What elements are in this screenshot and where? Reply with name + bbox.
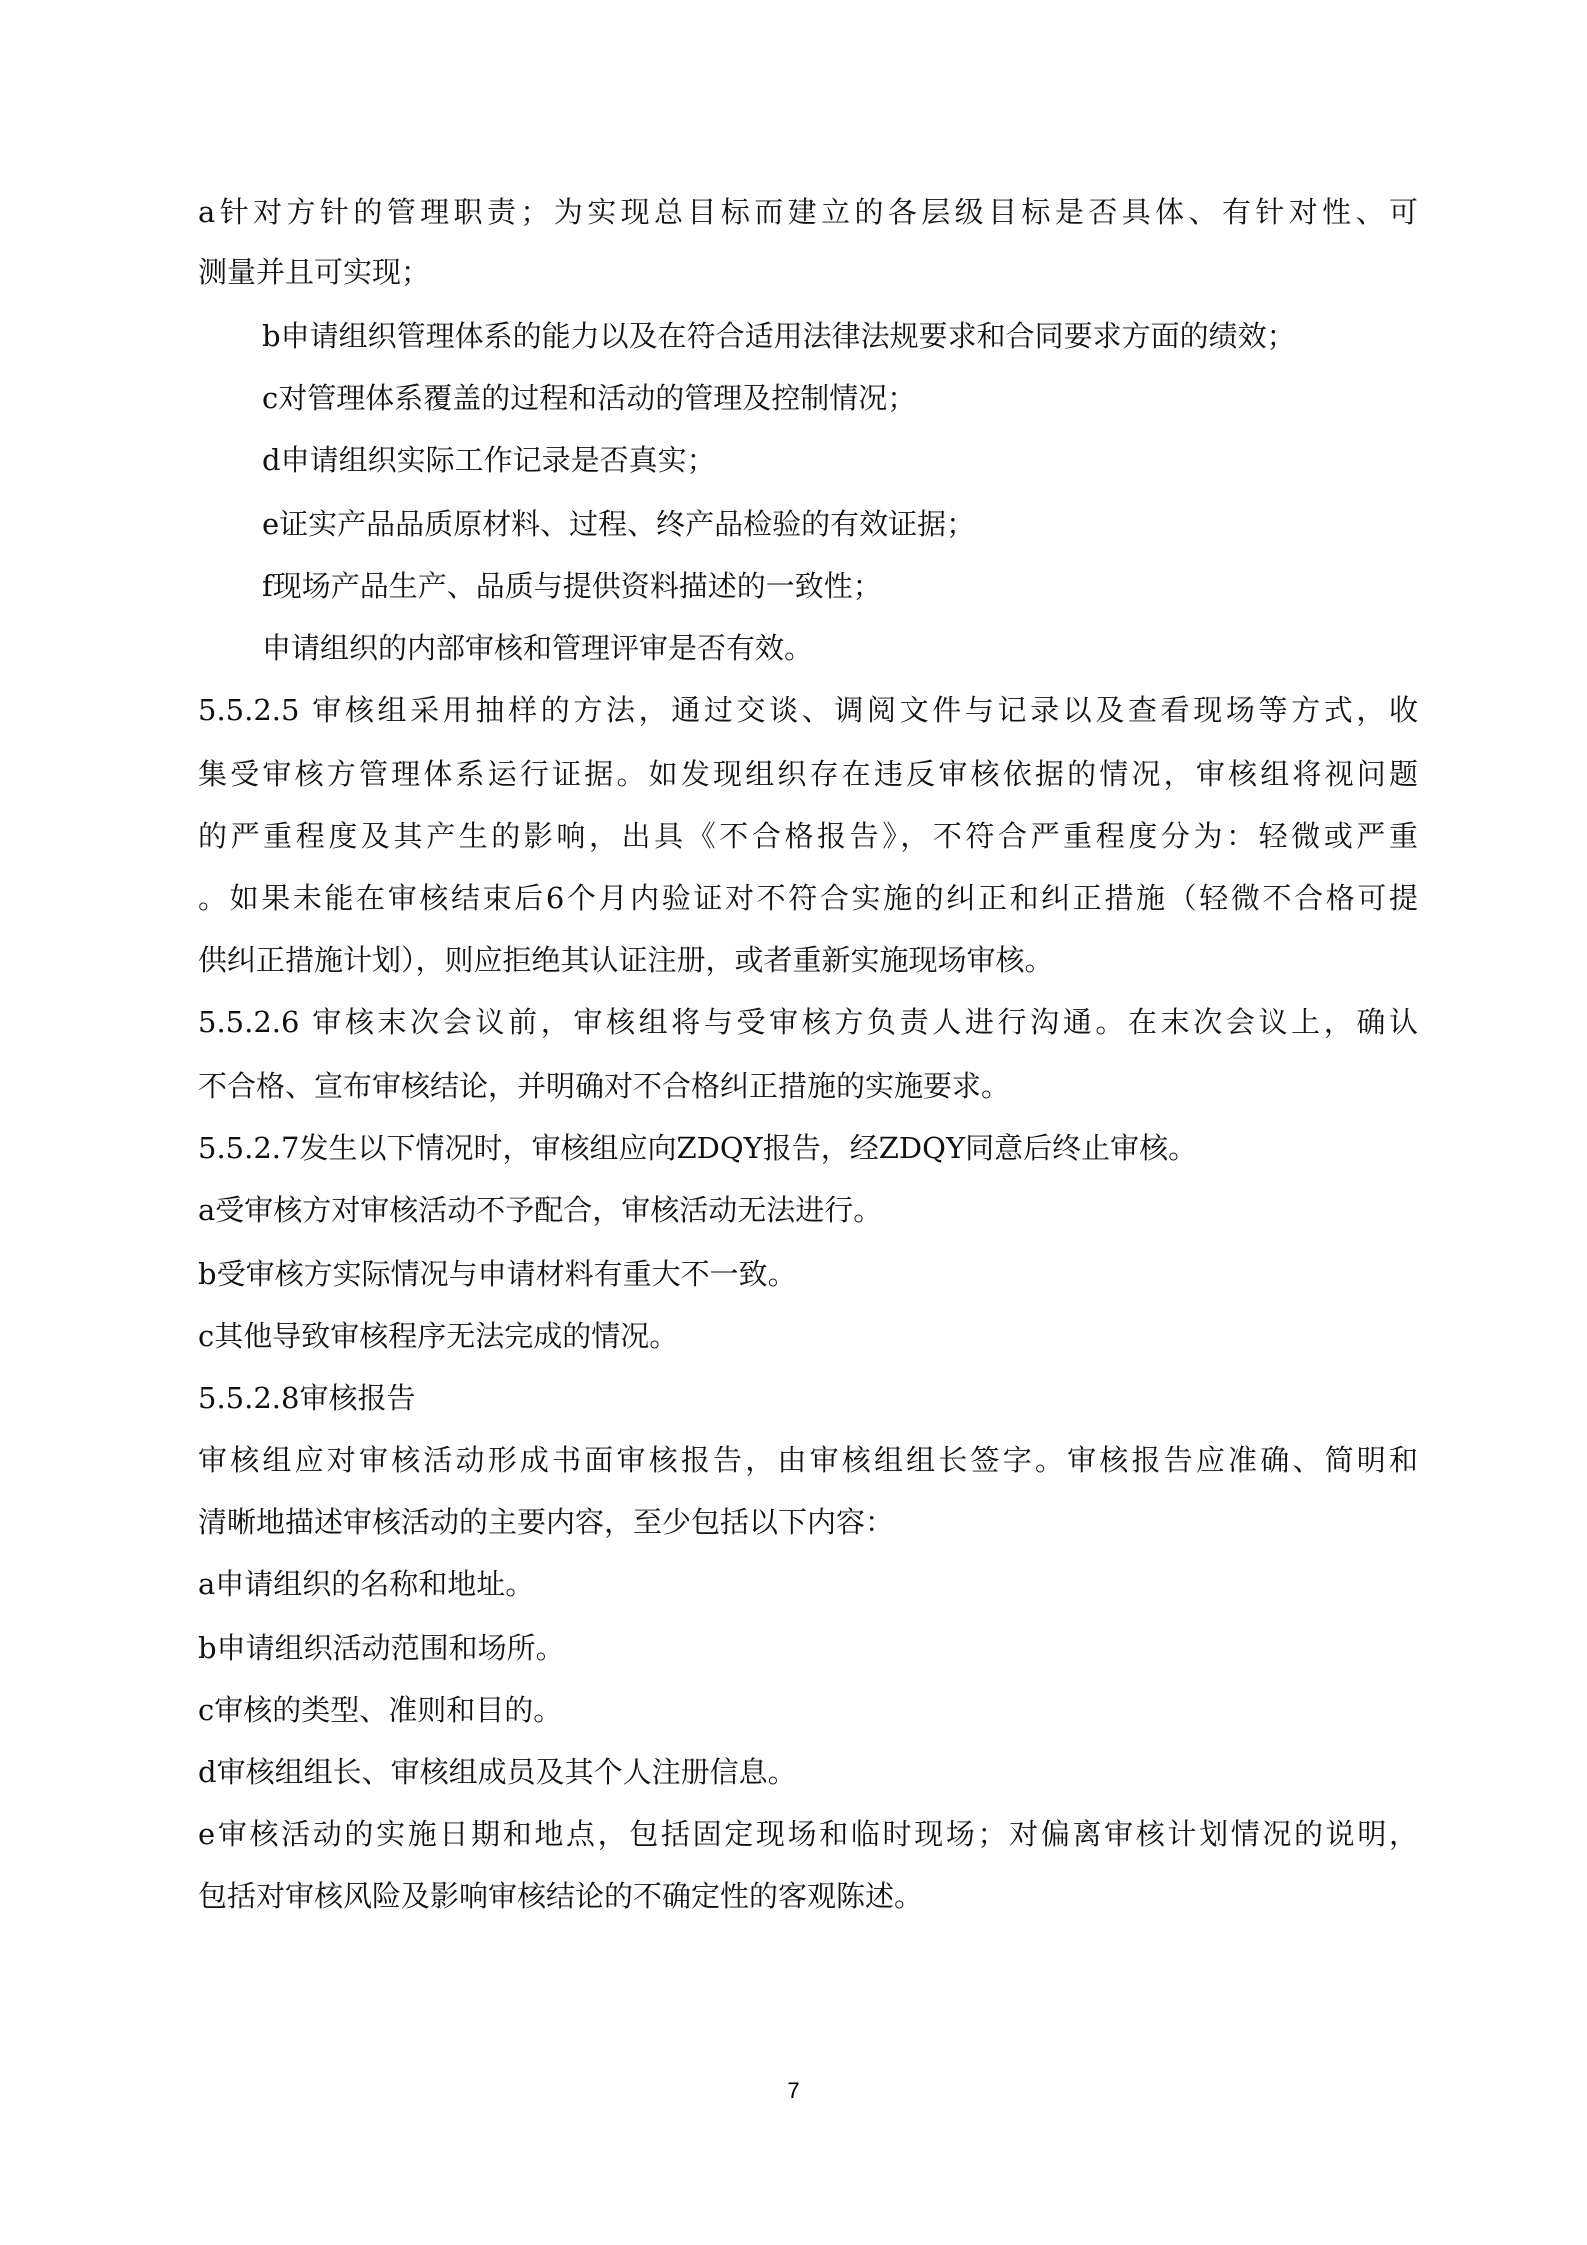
report-item-b: b申请组织活动范围和场所。: [198, 1631, 565, 1665]
termination-item-c: c其他导致审核程序无法完成的情况。: [198, 1319, 679, 1353]
report-item-e-line-2: 包括对审核风险及影响审核结论的不确定性的客观陈述。: [198, 1879, 924, 1913]
section-5-5-2-6-line-1: 5.5.2.6 审核末次会议前，审核组将与受审核方负责人进行沟通。在末次会议上，确认: [198, 1005, 1418, 1039]
section-5-5-2-6-line-2: 不合格、宣布审核结论，并明确对不合格纠正措施的实施要求。: [198, 1069, 1011, 1103]
report-item-a: a申请组织的名称和地址。: [198, 1567, 535, 1601]
section-5-5-2-5-line-5: 供纠正措施计划），则应拒绝其认证注册，或者重新实施现场审核。: [198, 943, 1054, 977]
report-item-d: d审核组组长、审核组成员及其个人注册信息。: [198, 1755, 797, 1789]
section-5-5-2-5-line-4: 。如果未能在审核结束后6个月内验证对不符合实施的纠正和纠正措施（轻微不合格可提: [198, 881, 1418, 915]
section-5-5-2-7-heading: 5.5.2.7发生以下情况时，审核组应向ZDQY报告，经ZDQY同意后终止审核。: [198, 1131, 1198, 1165]
termination-item-a: a受审核方对审核活动不予配合，审核活动无法进行。: [198, 1193, 883, 1227]
termination-item-b: b受审核方实际情况与申请材料有重大不一致。: [198, 1257, 797, 1291]
list-item-internal-audit: 申请组织的内部审核和管理评审是否有效。: [262, 631, 814, 665]
page-number: 7: [787, 2078, 800, 2103]
audit-report-intro-line-2: 清晰地描述审核活动的主要内容，至少包括以下内容：: [198, 1505, 895, 1539]
section-5-5-2-5-line-1: 5.5.2.5 审核组采用抽样的方法，通过交谈、调阅文件与记录以及查看现场等方式，收: [198, 693, 1418, 727]
list-item-a-line-1: a针对方针的管理职责；为实现总目标而建立的各层级目标是否具体、有针对性、可: [198, 195, 1418, 229]
section-5-5-2-5-line-2: 集受审核方管理体系运行证据。如发现组织存在违反审核依据的情况，审核组将视问题: [198, 757, 1418, 791]
section-5-5-2-8-heading: 5.5.2.8审核报告: [198, 1381, 416, 1415]
report-item-c: c审核的类型、准则和目的。: [198, 1693, 563, 1727]
list-item-a-line-2: 测量并且可实现；: [198, 255, 431, 289]
list-item-e: e证实产品品质原材料、过程、终产品检验的有效证据；: [262, 507, 976, 541]
list-item-f: f现场产品生产、品质与提供资料描述的一致性；: [262, 569, 882, 603]
section-5-5-2-5-line-3: 的严重程度及其产生的影响，出具《不合格报告》，不符合严重程度分为：轻微或严重: [198, 819, 1418, 853]
audit-report-intro-line-1: 审核组应对审核活动形成书面审核报告，由审核组组长签字。审核报告应准确、简明和: [198, 1443, 1418, 1477]
report-item-e-line-1: e审核活动的实施日期和地点，包括固定现场和临时现场；对偏离审核计划情况的说明，: [198, 1817, 1418, 1851]
list-item-b: b申请组织管理体系的能力以及在符合适用法律法规要求和合同要求方面的绩效；: [262, 319, 1296, 353]
list-item-c: c对管理体系覆盖的过程和活动的管理及控制情况；: [262, 381, 917, 415]
list-item-d: d申请组织实际工作记录是否真实；: [262, 443, 716, 477]
